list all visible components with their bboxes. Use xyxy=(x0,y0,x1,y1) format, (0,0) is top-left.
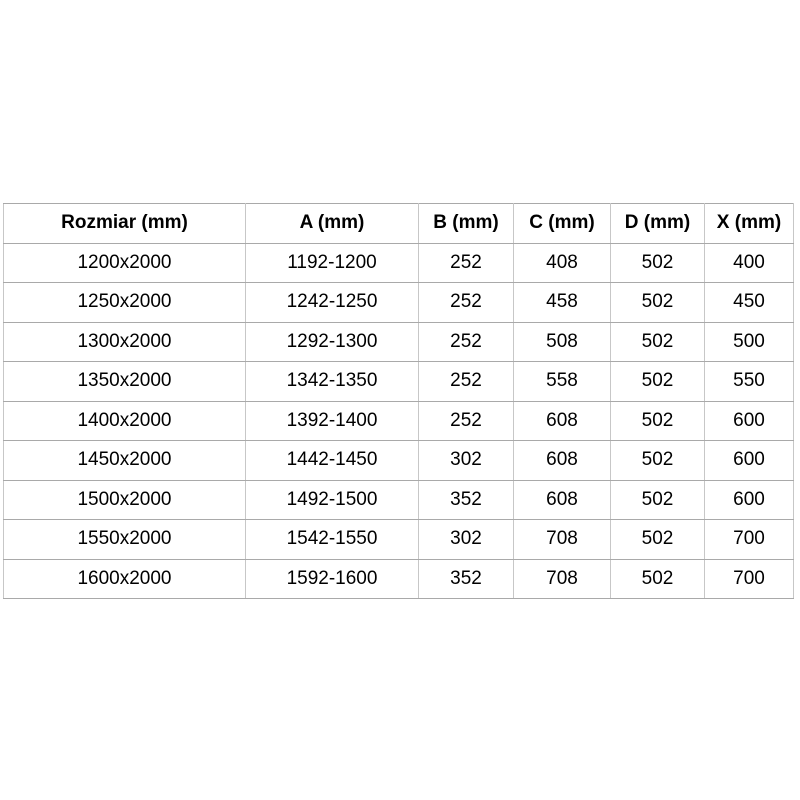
column-header-4: D (mm) xyxy=(611,204,705,244)
table-cell: 600 xyxy=(705,401,794,441)
table-cell: 558 xyxy=(514,362,611,402)
table-cell: 1442-1450 xyxy=(246,441,419,481)
table-cell: 700 xyxy=(705,559,794,599)
table-cell: 500 xyxy=(705,322,794,362)
table-cell: 1292-1300 xyxy=(246,322,419,362)
table-cell: 1192-1200 xyxy=(246,243,419,283)
table-cell: 502 xyxy=(611,520,705,560)
table-cell: 252 xyxy=(419,362,514,402)
table-cell: 1342-1350 xyxy=(246,362,419,402)
table-cell: 302 xyxy=(419,441,514,481)
table-cell: 1492-1500 xyxy=(246,480,419,520)
table-cell: 352 xyxy=(419,559,514,599)
table-cell: 252 xyxy=(419,283,514,323)
table-cell: 502 xyxy=(611,441,705,481)
table-cell: 1592-1600 xyxy=(246,559,419,599)
table-cell: 1250x2000 xyxy=(4,283,246,323)
table-row xyxy=(4,401,794,441)
table-cell: 508 xyxy=(514,322,611,362)
table-cell: 502 xyxy=(611,401,705,441)
table-cell: 1350x2000 xyxy=(4,362,246,402)
table-cell: 708 xyxy=(514,559,611,599)
column-header-0: Rozmiar (mm) xyxy=(4,204,246,244)
table-cell: 600 xyxy=(705,480,794,520)
table-row xyxy=(4,362,794,402)
table-cell: 1200x2000 xyxy=(4,243,246,283)
table-cell: 502 xyxy=(611,243,705,283)
table-cell: 302 xyxy=(419,520,514,560)
table-cell: 608 xyxy=(514,401,611,441)
table-row xyxy=(4,283,794,323)
table-cell: 502 xyxy=(611,322,705,362)
table-cell: 600 xyxy=(705,441,794,481)
table-row xyxy=(4,441,794,481)
table-cell: 400 xyxy=(705,243,794,283)
table-cell: 1600x2000 xyxy=(4,559,246,599)
table-cell: 458 xyxy=(514,283,611,323)
column-header-2: B (mm) xyxy=(419,204,514,244)
table-body xyxy=(4,243,794,599)
column-header-1: A (mm) xyxy=(246,204,419,244)
table-cell: 1542-1550 xyxy=(246,520,419,560)
table-cell: 708 xyxy=(514,520,611,560)
table-cell: 252 xyxy=(419,243,514,283)
table-cell: 608 xyxy=(514,480,611,520)
table-row xyxy=(4,322,794,362)
table-cell: 352 xyxy=(419,480,514,520)
table-cell: 700 xyxy=(705,520,794,560)
table-cell: 408 xyxy=(514,243,611,283)
column-header-3: C (mm) xyxy=(514,204,611,244)
table-row xyxy=(4,243,794,283)
table-cell: 450 xyxy=(705,283,794,323)
page xyxy=(3,203,793,599)
table-cell: 1300x2000 xyxy=(4,322,246,362)
table-cell: 252 xyxy=(419,322,514,362)
table-cell: 502 xyxy=(611,283,705,323)
table-cell: 1550x2000 xyxy=(4,520,246,560)
table-row xyxy=(4,559,794,599)
table-header-row xyxy=(4,204,794,244)
table-cell: 502 xyxy=(611,559,705,599)
table-cell: 1392-1400 xyxy=(246,401,419,441)
size-table xyxy=(3,203,794,599)
table-row xyxy=(4,520,794,560)
table-cell: 1242-1250 xyxy=(246,283,419,323)
table-cell: 502 xyxy=(611,480,705,520)
table-cell: 1400x2000 xyxy=(4,401,246,441)
table-cell: 1500x2000 xyxy=(4,480,246,520)
table-cell: 252 xyxy=(419,401,514,441)
table-row xyxy=(4,480,794,520)
table-cell: 1450x2000 xyxy=(4,441,246,481)
table-cell: 550 xyxy=(705,362,794,402)
table-cell: 502 xyxy=(611,362,705,402)
table-cell: 608 xyxy=(514,441,611,481)
column-header-5: X (mm) xyxy=(705,204,794,244)
